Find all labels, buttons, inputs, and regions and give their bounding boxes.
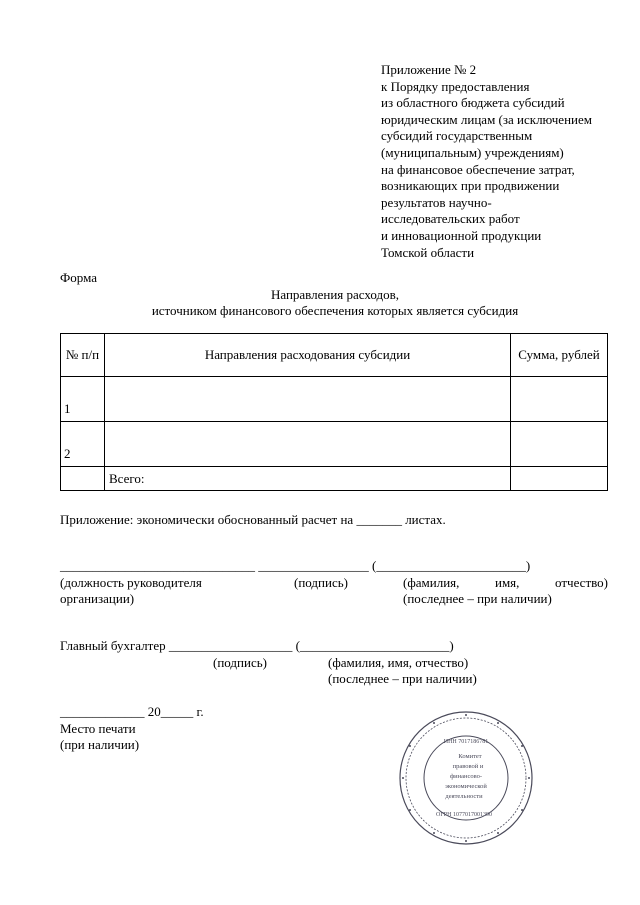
appendix-line: и инновационной продукции: [381, 227, 542, 243]
position-label-cont: организации): [60, 591, 135, 606]
appendix-line: из областного бюджета субсидий: [381, 95, 565, 111]
table-total-row: [61, 467, 608, 491]
appendix-line: Приложение № 2: [381, 62, 477, 77]
table-row: [61, 377, 608, 422]
name-label-cont: (последнее – при наличии): [403, 591, 552, 606]
date-line: _____________ 20_____ г.: [60, 704, 204, 719]
attachment-note: Приложение: экономически обоснованный расчет на _______ листах.: [60, 512, 446, 527]
total-sum: [511, 467, 608, 491]
stamp-inn: ИНН 7017186781: [443, 739, 489, 745]
name-label: (фамилия, имя, отчество): [403, 575, 608, 590]
appendix-line: на финансовое обеспечение затрат,: [381, 161, 575, 177]
stamp-text-line: финансово-: [449, 773, 483, 780]
expense-table: [60, 333, 608, 491]
stamp-text-line: экономической: [445, 783, 487, 790]
accountant-name-label: (фамилия, имя, отчество): [328, 655, 469, 670]
official-stamp: [398, 710, 534, 846]
total-label: Всего:: [105, 467, 511, 491]
table-header-row: [61, 334, 608, 377]
row-number: 2: [61, 422, 105, 467]
stamp-text-line: деятельности: [445, 793, 483, 800]
position-label: (должность руководителя: [60, 575, 202, 590]
accountant-name-label-cont: (последнее – при наличии): [328, 671, 477, 686]
appendix-line: исследовательских работ: [381, 211, 520, 227]
head-signature-line: ______________________________ _________________ (_______________________): [60, 558, 531, 573]
header-sum: Сумма, рублей: [511, 334, 608, 377]
stamp-ogrn: ОГРН 1077017001390: [436, 812, 492, 818]
total-empty-cell: [61, 467, 105, 491]
stamp-text-line: правовой и: [452, 763, 484, 770]
signature-label: (подпись): [294, 575, 348, 590]
appendix-line: к Порядку предоставления: [381, 78, 530, 94]
row-direction: [105, 377, 511, 422]
row-sum: [511, 422, 608, 467]
stamp-text-line: Комитет: [458, 753, 482, 760]
table-row: [61, 422, 608, 467]
appendix-line: результатов научно-: [381, 194, 492, 210]
appendix-line: возникающих при продвижении: [381, 178, 560, 194]
appendix-header: [381, 62, 592, 261]
form-label: Форма: [60, 270, 97, 285]
accountant-signature-line: Главный бухгалтер ___________________ (_______________________): [60, 638, 454, 653]
appendix-line: (муниципальным) учреждениям): [381, 144, 564, 160]
row-sum: [511, 377, 608, 422]
accountant-signature-label: (подпись): [213, 655, 267, 670]
appendix-line: субсидий государственным: [381, 128, 533, 144]
appendix-line: юридическим лицам (за исключением: [381, 111, 592, 127]
appendix-line: Томской области: [381, 244, 475, 260]
stamp-place-note: (при наличии): [60, 737, 140, 752]
header-direction: Направления расходования субсидии: [105, 334, 511, 377]
page-title: Направления расходов,: [270, 287, 400, 302]
stamp-place-label: Место печати: [60, 721, 136, 736]
row-number: 1: [61, 377, 105, 422]
page-subtitle: источником финансового обеспечения которых является субсидия: [151, 303, 519, 318]
row-direction: [105, 422, 511, 467]
header-number: № п/п: [61, 334, 105, 377]
